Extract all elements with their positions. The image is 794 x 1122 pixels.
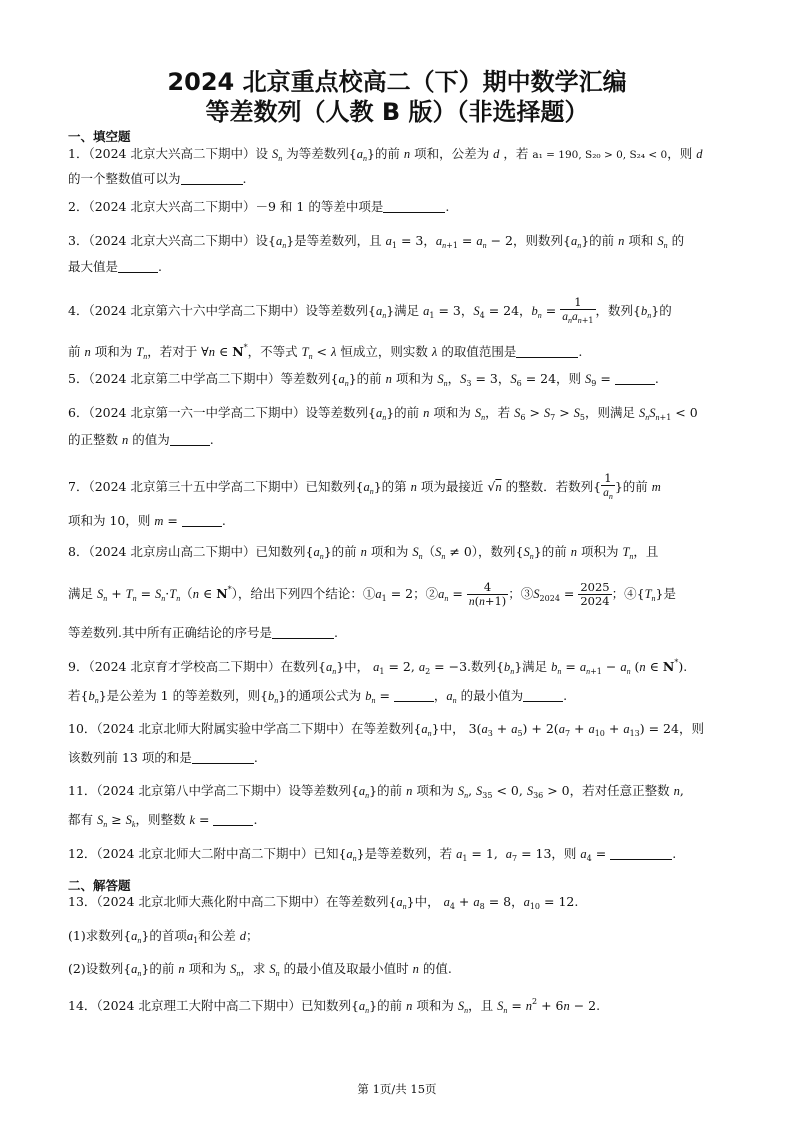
answer-blank[interactable] bbox=[170, 433, 210, 446]
question-10-line-1: 10．（2024 北京北师大附属实验中学高二下期中）在等差数列$\{a_n\}$中， $3(a_3 + a_5) + 2(a_7 + a_{10} + a_{13}) = 24$，则 bbox=[68, 721, 704, 738]
question-9-line-2: 若$\{b_n\}$是公差为 1 的等差数列，则$\{b_n\}$的通项公式为 $b_n$ = ，$a_n$ 的最小值为 . bbox=[68, 688, 568, 705]
question-3-line-1: 3．（2024 北京大兴高二下期中）设$\{a_n\}$是等差数列，且 $a_1 = 3$，$a_{n+1} = a_n - 2$，则数列$\{a_n\}$的前 n 项和 $S_n$ 的 bbox=[68, 233, 685, 250]
question-13-part-2: (2)设数列$\{a_n\}$的前 n 项和为 $S_n$，求 $S_n$ 的最小值及取最小值时 n 的值. bbox=[68, 961, 452, 978]
document-subtitle: 等差数列（人教 B 版）（非选择题） bbox=[205, 98, 589, 126]
question-3-line-2: 最大值是 . bbox=[68, 259, 162, 274]
answer-blank[interactable] bbox=[615, 372, 655, 385]
question-4-line-2: 前 n 项和为 $T_n$，若对于 ∀n ∈ N*，不等式 $T_n < \lambda$ 恒成立，则实数 λ 的取值范围是 . bbox=[68, 343, 583, 361]
question-12: 12．（2024 北京北师大二附中高二下期中）已知$\{a_n\}$是等差数列，若 $a_1 = 1$, $a_7 = 13$，则 $a_4$ = . bbox=[68, 846, 677, 863]
answer-blank[interactable] bbox=[213, 813, 253, 826]
question-10-line-2: 该数列前 13 项的和是 . bbox=[68, 750, 258, 765]
document-title: 2024 北京重点校高二（下）期中数学汇编 bbox=[167, 68, 627, 96]
question-8-line-2: 满足 $S_n + T_n = S_n\cdot T_n(n$ ∈ N*），给出下列四个结论：$①a_1 = 2$；$②a_n$ = $\frac{4}{n(n+1)}$ ；$③S_{2024}$ = $\frac{2025}{2024}$ ；$④\{T_n\}$是 bbox=[68, 579, 676, 608]
question-6-line-2: 的正整数 n 的值为 . bbox=[68, 432, 214, 447]
answer-blank[interactable] bbox=[192, 751, 254, 764]
question-14: 14．（2024 北京理工大附中高二下期中）已知数列$\{a_n\}$的前 n 项和为 $S_n$，且 $S_n = n^2 + 6n - 2$. bbox=[68, 997, 601, 1015]
answer-blank[interactable] bbox=[182, 514, 222, 527]
question-11-line-1: 11．（2024 北京第八中学高二下期中）设等差数列$\{a_n\}$的前 n 项和为 $S_n$, $S_{35} < 0$, $S_{36} > 0$，若对任意正整数 n, bbox=[68, 783, 684, 800]
answer-blank[interactable] bbox=[523, 689, 563, 702]
question-8-line-1: 8．（2024 北京房山高二下期中）已知数列$\{a_n\}$的前 n 项和为 $S_n(S_n \ne 0)$，数列$\{S_n\}$的前 n 项积为 $T_n$，且 bbox=[68, 544, 659, 561]
question-1-line-1: 1．（2024 北京大兴高二下期中）设 $S_n$ 为等差数列$\{a_n\}$的前 n 项和，公差为 d ，若 a₁ = 190, S₂₀ > 0, S₂₄ < 0，则 d bbox=[68, 146, 703, 163]
question-6-line-1: 6．（2024 北京第一六一中学高二下期中）设等差数列$\{a_n\}$的前 n 项和为 $S_n$，若 $S_6 > S_7 > S_5$，则满足 $S_nS_{n+1} < 0$ bbox=[68, 405, 698, 422]
question-1-line-2: 的一个整数值可以为 . bbox=[68, 171, 247, 186]
section-solve: 二、解答题 bbox=[68, 878, 131, 893]
question-13-part-1: (1)求数列$\{a_n\}$的首项$a_1$和公差 d； bbox=[68, 928, 259, 945]
question-2: 2．（2024 北京大兴高二下期中）－9 和 1 的等差中项是 . bbox=[68, 199, 450, 214]
question-8-line-3: 等差数列.其中所有正确结论的序号是 . bbox=[68, 625, 338, 640]
question-13: 13．（2024 北京北师大燕化附中高二下期中）在等差数列$\{a_n\}$中， $a_4 + a_8 = 8$，$a_{10} = 12$. bbox=[68, 894, 579, 911]
page-footer: 第 1页/共 15页 bbox=[357, 1082, 437, 1096]
section-fill-in: 一、填空题 bbox=[68, 129, 131, 144]
question-4-line-1: 4．（2024 北京第六十六中学高二下期中）设等差数列$\{a_n\}$满足 $a_1 = 3$，$S_4 = 24$，$b_n$ = $\frac{1}{a_na_{n+1}}$ ，数列$\{b_n\}$的 bbox=[68, 295, 672, 325]
answer-blank[interactable] bbox=[610, 847, 672, 860]
question-9-line-1: 9．（2024 北京育才学校高二下期中）在数列$\{a_n\}$中， $a_1 = 2$, $a_2 = -3$.数列$\{b_n\}$满足 $b_n = a_{n+1} - a_n$ (n ∈ N*). bbox=[68, 658, 688, 676]
answer-blank[interactable] bbox=[118, 260, 158, 273]
question-5: 5．（2024 北京第二中学高二下期中）等差数列$\{a_n\}$的前 n 项和为 $S_n$，$S_3 = 3$，$S_6 = 24$，则 $S_9$ = . bbox=[68, 371, 659, 388]
answer-blank[interactable] bbox=[272, 626, 334, 639]
answer-blank[interactable] bbox=[383, 200, 445, 213]
answer-blank[interactable] bbox=[181, 172, 243, 185]
answer-blank[interactable] bbox=[394, 689, 434, 702]
question-7-line-2: 项和为 10，则 m = . bbox=[68, 513, 226, 528]
question-7-line-1: 7．（2024 北京第三十五中学高二下期中）已知数列$\{a_n\}$的第 n 项为最接近 √n 的整数．若数列{ $\frac{1}{a_n}$ }的前 m bbox=[68, 471, 661, 501]
question-11-line-2: 都有 $S_n \ge S_k$，则整数 k = . bbox=[68, 812, 258, 829]
answer-blank[interactable] bbox=[516, 345, 578, 358]
